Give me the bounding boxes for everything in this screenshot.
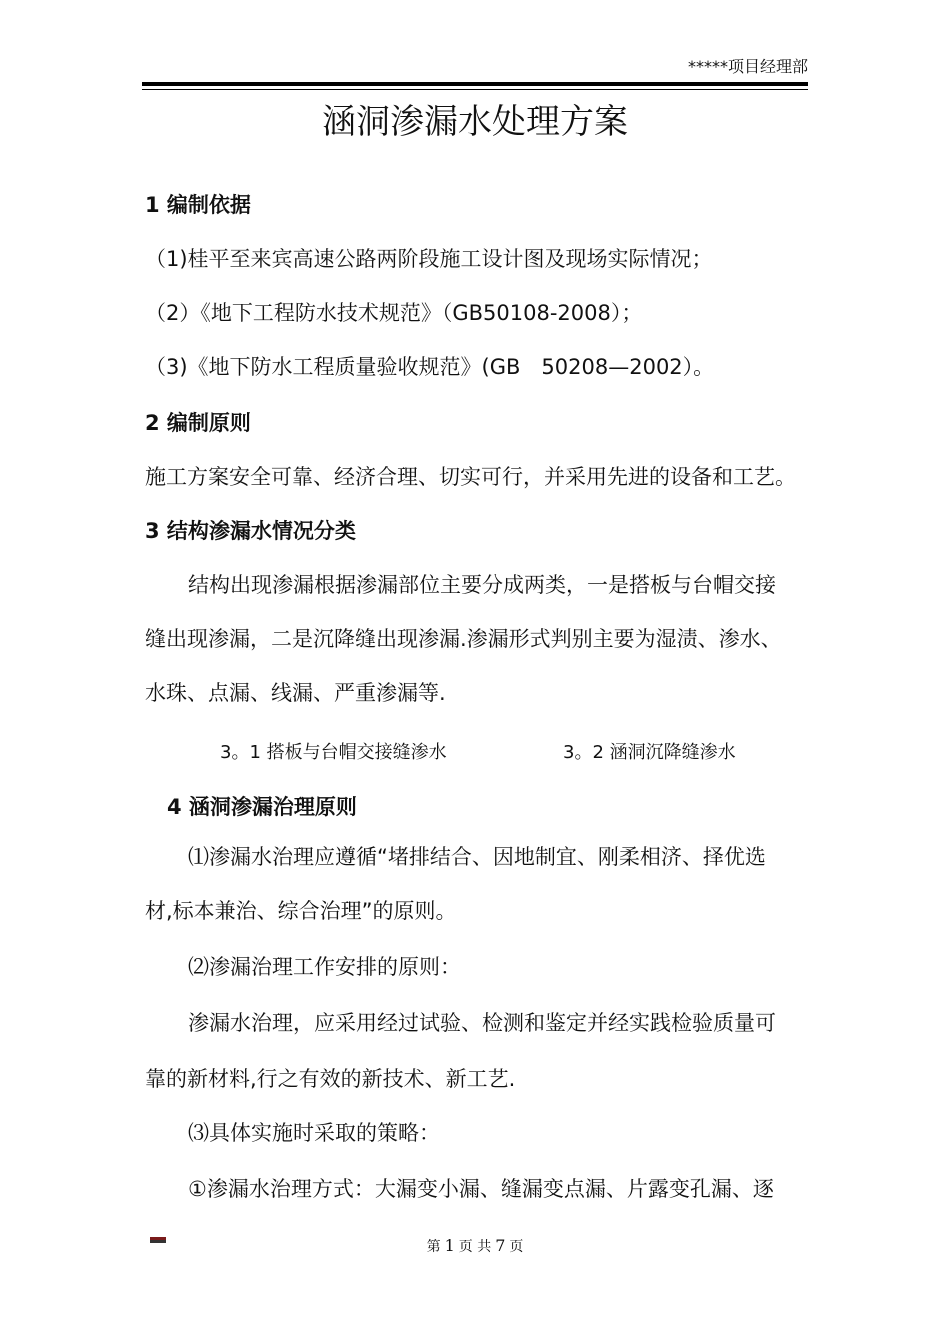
header-rule-thick — [142, 82, 808, 86]
section-3-line-1: 结构出现渗漏根据渗漏部位主要分成两类，一是搭板与台帽交接 — [188, 573, 776, 597]
section-3-line-2: 缝出现渗漏，二是沉降缝出现渗漏.渗漏形式判别主要为湿渍、渗水、 — [145, 627, 782, 651]
section-4-line-3: ⑵渗漏治理工作安排的原则： — [188, 955, 461, 979]
header-organization: *****项目经理部 — [687, 57, 808, 76]
section-4-line-6: ⑶具体实施时采取的策略： — [188, 1121, 440, 1145]
section-4-line-4: 渗漏水治理，应采用经过试验、检测和鉴定并经实践检验质量可 — [188, 1011, 776, 1035]
page-middle: 页 共 — [458, 1239, 492, 1255]
header-rule-thin — [142, 89, 808, 90]
page-suffix: 页 — [509, 1239, 524, 1255]
section-heading-1: 1 编制依据 — [145, 193, 251, 217]
figure-caption-3-2: 3。2 涵洞沉降缝渗水 — [563, 742, 736, 763]
section-4-line-2: 材,标本兼治、综合治理”的原则。 — [145, 899, 457, 923]
section-heading-4: 4 涵洞渗漏治理原则 — [167, 795, 357, 819]
section-1-line-2: （2）《地下工程防水技术规范》（GB50108-2008）； — [145, 301, 643, 325]
section-4-line-7: ①渗漏水治理方式：大漏变小漏、缝漏变点漏、片露变孔漏、逐 — [188, 1177, 774, 1201]
page-current: 1 — [444, 1236, 455, 1255]
section-4-line-5: 靠的新材料,行之有效的新技术、新工艺. — [145, 1067, 516, 1091]
section-heading-3: 3 结构渗漏水情况分类 — [145, 519, 356, 543]
section-3-line-3: 水珠、点漏、线漏、严重渗漏等. — [145, 681, 446, 705]
figure-caption-3-1: 3。1 搭板与台帽交接缝渗水 — [220, 742, 447, 763]
page-total: 7 — [495, 1236, 506, 1255]
section-2-line-1: 施工方案安全可靠、经济合理、切实可行，并采用先进的设备和工艺。 — [145, 465, 796, 489]
document-title: 涵洞渗漏水处理方案 — [322, 102, 628, 142]
section-4-line-1: ⑴渗漏水治理应遵循“堵排结合、因地制宜、刚柔相济、择优选 — [188, 845, 766, 869]
page-prefix: 第 — [426, 1239, 441, 1255]
section-heading-2: 2 编制原则 — [145, 411, 251, 435]
section-1-line-3: （3)《地下防水工程质量验收规范》(GB 50208—2002）。 — [145, 355, 715, 379]
page-number — [0, 1236, 950, 1256]
section-1-line-1: （1)桂平至来宾高速公路两阶段施工设计图及现场实际情况； — [145, 247, 713, 271]
